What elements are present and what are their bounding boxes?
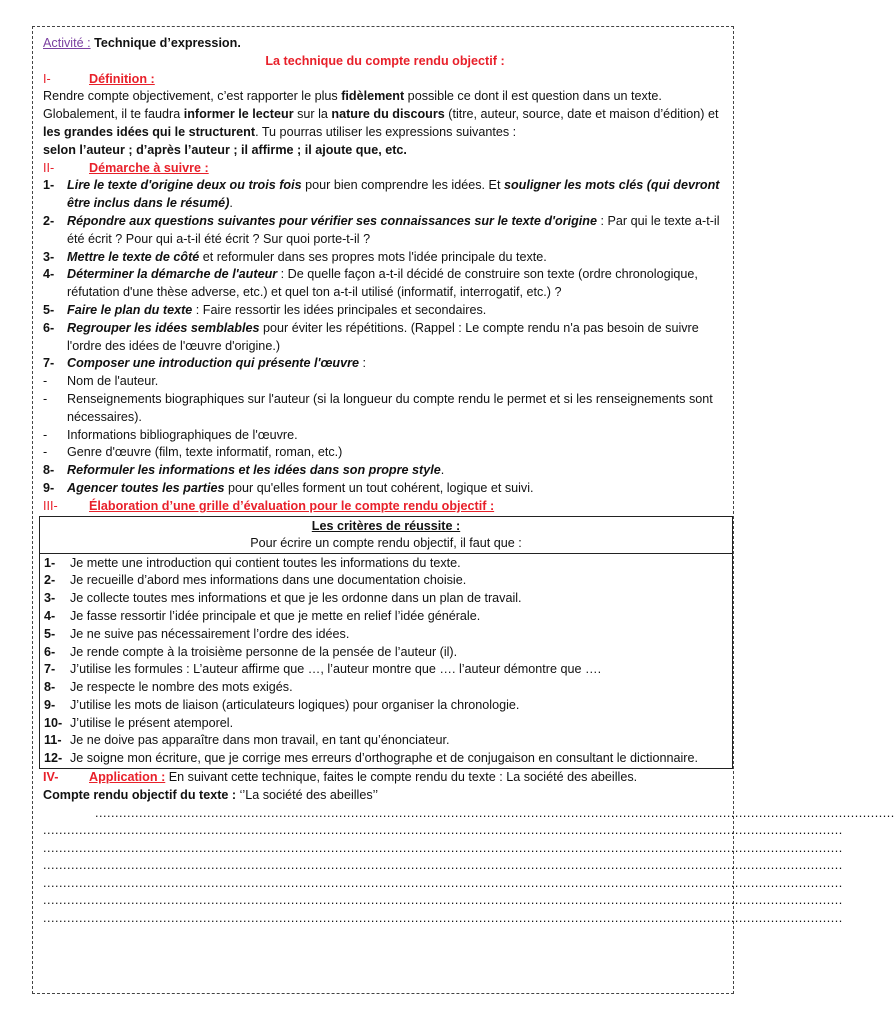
step-text [67, 302, 727, 320]
criteria-number: 8- [44, 680, 56, 695]
step-item [43, 462, 727, 480]
step-number: 5- [43, 302, 55, 317]
def-bold-3: nature du discours [331, 107, 445, 122]
section-3-heading [43, 498, 727, 516]
step-detail: pour éviter les répétitions. (Rappel : Le compte rendu n'a pas besoin de suivre l'ordre des idées de l'œuvre d'origine.) [67, 320, 699, 353]
criteria-table-header [40, 517, 732, 554]
def-bold-2: informer le lecteur [183, 107, 294, 122]
steps-list [43, 177, 727, 373]
step-item [43, 177, 727, 213]
answer-line[interactable]: ........................................................................................................................................................................................................ [43, 823, 843, 838]
step-detail: pour qu'elles forment un tout cohérent, logique et suivi. [224, 480, 534, 495]
answer-line[interactable]: ........................................................................................................................................................................................................ [43, 893, 843, 908]
criteria-text: Je mette une introduction qui contient toutes les informations du texte. [70, 555, 461, 570]
dash-bullet: - [43, 374, 48, 389]
def-text-1: Rendre compte objectivement, c’est rapporter le plus [43, 89, 342, 104]
step-emphasis: Agencer toutes les parties [67, 480, 225, 495]
def-expressions: selon l’auteur ; d’après l’auteur ; il affirme ; il ajoute que, etc. [43, 142, 407, 157]
answer-line[interactable]: ........................................................................................................................................................................................................ [43, 840, 843, 855]
step-emphasis-2: souligner les mots clés (qui devront être inclus dans le résumé) [67, 178, 720, 211]
criteria-item [44, 555, 728, 573]
step-number: 7- [43, 356, 55, 371]
step-text [67, 355, 727, 373]
section-4-heading [43, 769, 727, 787]
step-number: 3- [43, 249, 55, 264]
step-text [67, 213, 727, 249]
criteria-number: 7- [44, 662, 56, 677]
step-item [43, 249, 727, 267]
criteria-text: Je rende compte à la troisième personne de la pensée de l’auteur (il). [70, 644, 458, 659]
main-title: La technique du compte rendu objectif : [265, 53, 505, 68]
criteria-item [44, 608, 728, 626]
def-bold-1: fidèlement [341, 89, 405, 104]
def-text-4: (titre, auteur, source, date et maison d’édition) et [444, 107, 719, 122]
criteria-list [40, 554, 732, 769]
criteria-table-title: Les critères de réussite : [311, 518, 461, 533]
document-content [43, 35, 895, 927]
criteria-text: Je fasse ressortir l’idée principale et que je mette en relief l’idée générale. [70, 608, 481, 623]
dash-item [43, 427, 727, 445]
criteria-number: 9- [44, 697, 56, 712]
step-item [43, 266, 727, 302]
criteria-item [44, 572, 728, 590]
criteria-item [44, 626, 728, 644]
criteria-item [44, 661, 728, 679]
section-1-number: I- [43, 71, 51, 86]
step-item [43, 302, 727, 320]
step-emphasis: Lire le texte d'origine deux ou trois fois [67, 178, 302, 193]
criteria-text: Je collecte toutes mes informations et que je les ordonne dans un plan de travail. [70, 591, 522, 606]
criteria-text: Je ne suive pas nécessairement l’ordre des idées. [70, 626, 350, 641]
step-detail: pour bien comprendre les idées. Et [301, 178, 504, 193]
compte-rendu-line [43, 787, 727, 805]
def-text-3: sur la [293, 107, 332, 122]
criteria-table-subtitle: Pour écrire un compte rendu objectif, il faut que : [250, 535, 522, 550]
step-detail: . [440, 463, 445, 478]
section-4-text: En suivant cette technique, faites le compte rendu du texte : La société des abeilles. [165, 770, 638, 785]
criteria-item [44, 750, 728, 768]
step-detail: et reformuler dans ses propres mots l'idée principale du texte. [199, 249, 547, 264]
step-emphasis: Faire le plan du texte [67, 302, 193, 317]
criteria-text: J’utilise les mots de liaison (articulateurs logiques) pour organiser la chronologie. [70, 697, 520, 712]
step-item [43, 320, 727, 356]
section-3-title: Élaboration d’une grille d’évaluation pour le compte rendu objectif : [89, 498, 495, 513]
activity-label: Activité : [43, 36, 91, 50]
step-emphasis: Mettre le texte de côté [67, 249, 200, 264]
step-number: 1- [43, 178, 55, 193]
dash-text: Informations bibliographiques de l'œuvre. [67, 427, 298, 442]
criteria-text: Je recueille d’abord mes informations dans une documentation choisie. [70, 573, 467, 588]
step-emphasis: Regrouper les idées semblables [67, 320, 260, 335]
criteria-item [44, 732, 728, 750]
criteria-number: 12- [44, 751, 63, 766]
answer-lines[interactable] [43, 805, 895, 928]
answer-line[interactable]: ........................................................................................................................................................................................................ [43, 910, 843, 925]
def-text-2: possible ce dont il est question dans un texte. Globalement, il te faudra [43, 89, 662, 122]
step-text [67, 266, 727, 302]
step-detail: : Faire ressortir les idées principales et secondaires. [192, 302, 487, 317]
section-2-heading [43, 160, 727, 178]
section-4-title: Application : [89, 770, 166, 785]
criteria-number: 1- [44, 555, 56, 570]
dash-text: Renseignements biographiques sur l'auteur (si la longueur du compte rendu le permet et si les renseignements sont nécessaires). [67, 391, 713, 424]
criteria-text: Je ne doive pas apparaître dans mon travail, en tant qu’énonciateur. [70, 733, 450, 748]
criteria-number: 11- [44, 733, 62, 748]
dash-item [43, 391, 727, 427]
dash-item [43, 373, 727, 391]
section-2-title: Démarche à suivre : [89, 160, 209, 175]
dash-bullet: - [43, 427, 48, 442]
activity-title: Technique d’expression. [94, 36, 241, 50]
steps-list-2 [43, 462, 727, 498]
criteria-item [44, 679, 728, 697]
dash-text: Genre d'œuvre (film, texte informatif, roman, etc.) [67, 445, 343, 460]
section-3-number: III- [43, 498, 58, 513]
criteria-item [44, 644, 728, 662]
section-2-number: II- [43, 160, 55, 175]
criteria-number: 6- [44, 644, 56, 659]
criteria-text: J’utilise le présent atemporel. [70, 715, 234, 730]
criteria-number: 10- [44, 715, 63, 730]
compte-rendu-title: ‘’La société des abeilles’’ [236, 787, 379, 802]
dash-text: Nom de l'auteur. [67, 374, 159, 389]
step-emphasis: Déterminer la démarche de l'auteur [67, 267, 278, 282]
def-bold-4: les grandes idées qui le structurent [43, 124, 256, 139]
step-detail-2: . [229, 196, 233, 211]
activity-line [43, 35, 727, 53]
step-detail: : De quelle façon a-t-il décidé de construire son texte (ordre chronologique, réfutation d'une thèse adverse, etc.) et quel ton a-t-il utilisé (informatif, interrogatif, etc.) ? [67, 267, 698, 300]
section-1-heading [43, 71, 727, 89]
step-emphasis: Reformuler les informations et les idées dans son propre style [67, 463, 441, 478]
criteria-table [39, 516, 733, 770]
criteria-number: 5- [44, 626, 56, 641]
step-text [67, 177, 727, 213]
dash-bullet: - [43, 445, 48, 460]
step-text [67, 462, 727, 480]
criteria-item [44, 697, 728, 715]
step-number: 2- [43, 213, 55, 228]
dash-item [43, 444, 727, 462]
step-emphasis: Composer une introduction qui présente l'œuvre [67, 356, 359, 371]
step-detail: : [358, 356, 366, 371]
step-emphasis: Répondre aux questions suivantes pour vérifier ses connaissances sur le texte d'origine [67, 213, 598, 228]
criteria-text: J’utilise les formules : L’auteur affirme que …, l’auteur montre que …. l’auteur démontre que …. [70, 662, 602, 677]
step-number: 4- [43, 267, 55, 282]
section-1-title: Définition : [89, 71, 155, 86]
def-text-5: . Tu pourras utiliser les expressions suivantes : [255, 124, 517, 139]
dash-bullet: - [43, 391, 48, 406]
step-text [67, 320, 727, 356]
section-1-paragraph [43, 88, 727, 159]
step-item [43, 480, 727, 498]
section-4-number: IV- [43, 770, 59, 785]
criteria-item [44, 590, 728, 608]
answer-line[interactable]: ........................................................................................................................................................................................................ [95, 805, 895, 820]
document-page [32, 26, 895, 994]
answer-line[interactable]: ........................................................................................................................................................................................................ [43, 858, 843, 873]
step-number: 9- [43, 480, 55, 495]
compte-rendu-label: Compte rendu objectif du texte : [43, 787, 237, 802]
criteria-number: 3- [44, 591, 56, 606]
step-number: 6- [43, 320, 55, 335]
criteria-text: Je soigne mon écriture, que je corrige mes erreurs d’orthographe et de conjugaison en consultant le dictionnaire. [70, 751, 698, 766]
step-number: 8- [43, 463, 55, 478]
criteria-text: Je respecte le nombre des mots exigés. [70, 680, 293, 695]
step-detail: : Par qui le texte a-t-il été écrit ? Pour qui a-t-il été écrit ? Sur quoi porte-t-il ? [67, 213, 720, 246]
intro-dash-list [43, 373, 727, 462]
criteria-number: 2- [44, 573, 56, 588]
step-text [67, 480, 727, 498]
step-item [43, 355, 727, 373]
step-item [43, 213, 727, 249]
answer-line[interactable]: ........................................................................................................................................................................................................ [43, 875, 843, 890]
step-text [67, 249, 727, 267]
criteria-number: 4- [44, 608, 56, 623]
criteria-item [44, 715, 728, 733]
